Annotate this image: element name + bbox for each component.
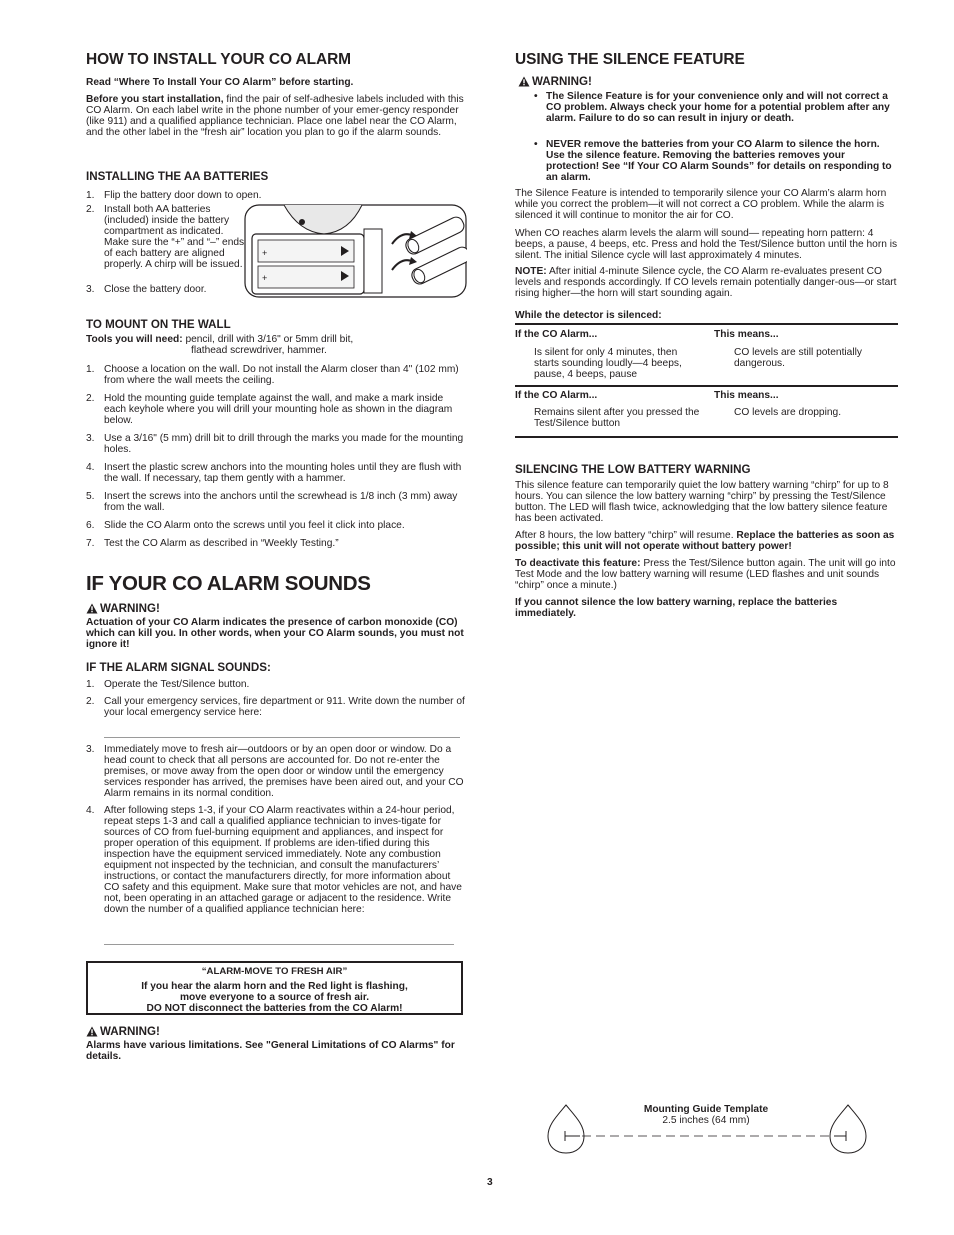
tools-needed xyxy=(86,334,467,345)
warning-triangle-icon xyxy=(518,76,530,87)
sounds-title: IF YOUR CO ALARM SOUNDS xyxy=(86,572,371,595)
table-cell: CO levels are still potentially dangerous. xyxy=(734,347,862,369)
cannot-silence-note: If you cannot silence the low battery warning, replace the batteries immediately. xyxy=(515,597,838,619)
box-title: “ALARM-MOVE TO FRESH AIR” xyxy=(201,966,348,977)
replace-batteries-text: Replace the batteries as soon as possible; this unit will not operate without battery power! xyxy=(515,530,895,552)
table-cell: CO levels are dropping. xyxy=(734,407,842,418)
tools-text: pencil, drill with 3/16" or 5mm drill bit, xyxy=(182,334,354,345)
mount-step: 5. Insert the screws into the anchors until the screwhead is 1/8 inch (3 mm) away from the wall. xyxy=(86,491,458,513)
signal-step: 2. Call your emergency services, fire department or 911. Write down the number of your local emergency service here: xyxy=(86,696,465,718)
warning-label: WARNING! xyxy=(532,75,592,88)
low-battery-resume xyxy=(515,530,898,552)
keyhole-left-icon xyxy=(548,1105,584,1153)
keyhole-right-icon xyxy=(830,1105,866,1153)
mount-step: 6. Slide the CO Alarm onto the screws until you feel it click into place. xyxy=(86,520,405,531)
silence-warning-heading xyxy=(518,76,592,87)
warning-triangle-icon xyxy=(86,603,98,614)
read-first-note: Read “Where To Install Your CO Alarm” before starting. xyxy=(86,77,354,88)
limits-warning-heading xyxy=(86,1026,160,1037)
before-install-paragraph xyxy=(86,94,467,138)
silence-title: USING THE SILENCE FEATURE xyxy=(515,51,745,68)
mount-step: 1. Choose a location on the wall. Do not install the Alarm closer than 4" (102 mm) from where the wall meets the ceiling. xyxy=(86,364,459,386)
emergency-number-line xyxy=(104,737,460,738)
limits-warning-text: Alarms have various limitations. See "General Limitations of CO Alarms" for details. xyxy=(86,1040,455,1062)
technician-number-line xyxy=(104,944,454,945)
low-battery-paragraph: This silence feature can temporarily quiet the low battery warning “chirp” for up to 8 hours. You can silence the low battery warning “chirp” by pressing the Test/Silence button. The LED will flash twice, acknowledging that the low battery silence feature has been activated. xyxy=(515,480,889,524)
table-head-left: If the CO Alarm... xyxy=(515,329,598,340)
before-install-text: find the pair of self-adhesive labels included with this CO Alarm. On each label write in the phone number of your emer-gency responder (like 911) and a qualified appliance technician. Place one label near the CO Alarm, and the other label in the “fresh air” location you plan to go if the alarm sounds. xyxy=(86,94,464,138)
note-text: After initial 4-minute Silence cycle, the CO Alarm re-evaluates present CO levels and responds accordingly. If CO levels remain potentially danger-ous—or start rising higher—the horn will start sounding again. xyxy=(515,266,897,299)
table-head-right: This means... xyxy=(714,329,779,340)
deactivate-text: Press the Test/Silence button again. The unit will go into Test Mode and the low battery warning will resume (LED flashes and unit sounds “chirp” once a minute.) xyxy=(515,558,896,591)
tools-needed-continued: flathead screwdriver, hammer. xyxy=(191,345,327,356)
tools-label: Tools you will need: xyxy=(86,334,183,345)
signal-title: IF THE ALARM SIGNAL SOUNDS: xyxy=(86,661,271,674)
silence-warning-bullet: • The Silence Feature is for your convenience only and will not correct a CO problem. Always check your home for a potential problem after any alarm. Failure to do so can result in injury or death. xyxy=(534,91,890,124)
batteries-title: INSTALLING THE AA BATTERIES xyxy=(86,170,269,183)
mount-title: TO MOUNT ON THE WALL xyxy=(86,318,231,331)
box-line: DO NOT disconnect the batteries from the CO Alarm! xyxy=(146,1003,403,1014)
mount-step: 3. Use a 3/16" (5 mm) drill bit to drill through the marks you made for the mounting holes. xyxy=(86,433,464,455)
signal-step: 1. Operate the Test/Silence button. xyxy=(86,679,250,690)
silence-paragraph: The Silence Feature is intended to temporarily silence your CO Alarm’s alarm horn while you correct the problem—it will not correct a CO problem. While the alarm is silenced it will continue to monitor the air for CO. xyxy=(515,188,887,221)
before-install-label: Before you start installation, xyxy=(86,94,224,105)
battery-step: 3. Close the battery door. xyxy=(86,284,207,295)
low-battery-title: SILENCING THE LOW BATTERY WARNING xyxy=(515,463,751,476)
fresh-air-notice-box xyxy=(86,961,463,1015)
silence-note xyxy=(515,266,898,299)
silence-paragraph: When CO reaches alarm levels the alarm will sound— repeating horn pattern: 4 beeps, a pause, 4 beeps, etc. Press and hold the Test/Silence button until the horn is silent. The initial Silence cycle will last approximately 4 minutes. xyxy=(515,228,898,261)
sounds-warning-text: Actuation of your CO Alarm indicates the presence of carbon monoxide (CO) which can kill you. In other words, when your CO Alarm sounds, you must not ignore it! xyxy=(86,617,464,650)
warning-label: WARNING! xyxy=(100,1025,160,1038)
table-cell: Is silent for only 4 minutes, then starts sounding loudly—4 beeps, pause, 4 beeps, pause xyxy=(534,347,682,380)
silence-warning-bullet: • NEVER remove the batteries from your CO Alarm to silence the horn. Use the silence feature. Removing the batteries removes your protection! See “If Your CO Alarm Sounds” for details on responding to an alarm. xyxy=(534,139,892,183)
mount-step: 4. Insert the plastic screw anchors into the mounting holes until they are flush with the wall. If necessary, tap them gently with a hammer. xyxy=(86,462,462,484)
table-top-rule xyxy=(515,323,898,325)
box-line: move everyone to a source of fresh air. xyxy=(179,992,370,1003)
template-title: Mounting Guide Template xyxy=(643,1104,769,1115)
battery-compartment-illustration xyxy=(244,204,467,298)
resume-text: After 8 hours, the low battery “chirp” will resume. xyxy=(515,530,737,541)
signal-step: 4. After following steps 1-3, if your CO Alarm reactivates within a 24-hour period, repeat steps 1-3 and call a qualified appliance technician to inves-tigate for sources of CO from fuel-burning equipment and appliances, and inspect for proper operation of this equipment. If problems are iden-tified during this inspection have the equipment serviced immediately. Note any combustion equipment not inspected by the technician, and consult the manufacturers’ instructions, or contact the manufacturers directly, for more information about CO safety and this equipment. Make sure that motor vehicles are not, and have not, been operating in an attached garage or adjacent to the residence. Write down the number of a qualified appliance technician here: xyxy=(86,805,462,915)
mount-step: 7. Test the CO Alarm as described in “Weekly Testing.” xyxy=(86,538,339,549)
template-size: 2.5 inches (64 mm) xyxy=(662,1115,750,1126)
table-title: While the detector is silenced: xyxy=(515,310,662,321)
table-mid-rule xyxy=(515,385,898,387)
note-label: NOTE: xyxy=(515,266,547,277)
deactivate-label: To deactivate this feature: xyxy=(515,558,641,569)
table-bottom-rule xyxy=(515,436,898,438)
install-title: HOW TO INSTALL YOUR CO ALARM xyxy=(86,51,351,68)
page-number: 3 xyxy=(487,1177,493,1188)
signal-step: 3. Immediately move to fresh air—outdoors or by an open door or window. Do a head count to check that all persons are accounted for. Do not re-enter the premises, or move away from the open door or window until the emergency services responder has arrived, the premises have been aired out, and your CO Alarm remains in its normal condition. xyxy=(86,744,464,799)
mounting-guide-template xyxy=(546,1103,868,1155)
warning-triangle-icon xyxy=(86,1026,98,1037)
table-head-right: This means... xyxy=(714,390,779,401)
box-line: If you hear the alarm horn and the Red light is flashing, xyxy=(141,981,408,992)
svg-text:+: + xyxy=(262,248,268,258)
battery-step: 2. Install both AA batteries (included) inside the battery compartment as indicated. Make sure the “+” and “–” ends of each battery are aligned properly. A chirp will be issued. xyxy=(86,204,245,270)
table-head-left: If the CO Alarm... xyxy=(515,390,598,401)
svg-text:+: + xyxy=(262,273,268,283)
deactivate-paragraph xyxy=(515,558,898,591)
table-cell: Remains silent after you pressed the Test/Silence button xyxy=(534,407,700,429)
warning-label: WARNING! xyxy=(100,602,160,615)
battery-step: 1. Flip the battery door down to open. xyxy=(86,190,262,201)
mount-step: 2. Hold the mounting guide template against the wall, and make a mark inside each keyhole where you will drill your mounting hole as shown in the diagram below. xyxy=(86,393,453,426)
sounds-warning-heading xyxy=(86,603,160,614)
